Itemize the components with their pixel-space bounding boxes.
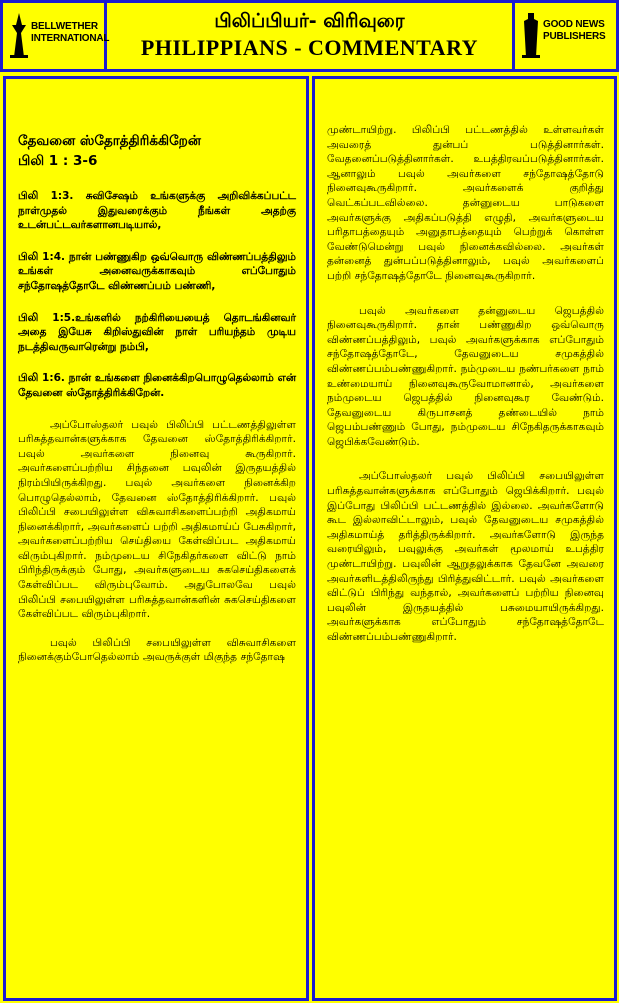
good-news-logo-text: GOOD NEWS PUBLISHERS — [543, 19, 606, 42]
commentary-paragraph: முண்டாயிற்று. பிலிப்பி பட்டணத்தில் உள்ளவர்கள் அவரைத் துன்பப் படுத்தினார்கள். வேதனைப்படுத்தினார்கள். உபத்திரவப்படுத்தினார்கள். ஆனாலும் பவுல் அவர்களை சந்தோஷத்தோடு நினைவுகூருகிறார். அவர்களைக் குறித்து வெட்கப்படவில்லை. தன்னுடைய பாடுகளை அவர்களுக்கு அதிகப்படுத்தி எழுதி, அவர்களுடைய பரிதாபத்தையும் அனுதாபத்தையும் பெற்றுக் கொள்ள வேண்டுமென்று பவுல் நினைக்கவில்லை. அவர்கள் தன்னைத் துன்பப்படுத்தினாலும், பவுல் அவர்களைப் பற்றி சந்தோஷத்தோடே நினைவுகூருகிறார். — [327, 124, 604, 282]
title-block — [107, 3, 512, 69]
bellwether-logo-text: BELLWETHER INTERNATIONAL — [31, 21, 110, 44]
header — [0, 0, 619, 72]
commentary-paragraph: பவுல் அவர்களை தன்னுடைய ஜெபத்தில் நினைவுகூருகிறார். தான் பண்ணுகிற ஒவ்வொரு விண்ணப்பத்திலும், பவுல் அவர்களுக்காக எப்போதும் சந்தோஷத்தோடே, தேவனுடைய சமுகத்தில் விண்ணப்பம்பண்ணுகிறார். நம்முடைய நண்பர்களை நாம் உண்மையாய் நினைவுகூருவோமானால், அவர்களை நம்முடைய ஜெபத்தில் நினைவுகூர வேண்டும். தேவனுடைய கிருபாசனத் தண்டையில் நாம் ஜெபம்பண்ணும் போது, நம்முடைய சிநேகிதருக்காகவும் ஜெபிக்கவேண்டும். — [327, 304, 604, 448]
title-tamil: பிலிப்பியர்- விரிவுரை — [214, 10, 405, 32]
section-heading — [18, 131, 296, 171]
bellwether-logo — [3, 3, 110, 69]
good-news-logo — [512, 3, 616, 69]
verse-1-3: பிலி 1:3. சுவிசேஷம் உங்களுக்கு அறிவிக்கப்பட்ட நாள்முதல் இதுவரைக்கும் நீங்கள் அதற்கு உடன்பட்டவர்களானபடியால், — [18, 190, 296, 232]
right-column — [312, 76, 617, 1001]
good-news-icon — [520, 11, 542, 59]
heading-reference: பிலி 1 : 3-6 — [18, 153, 98, 169]
bellwether-icon — [8, 11, 30, 59]
commentary-paragraph: பவுல் பிலிப்பி சபையிலுள்ள விசுவாசிகளை நினைக்கும்போதெல்லாம் அவருக்குள் மிகுந்த சந்தோஷ — [18, 636, 296, 664]
left-column — [3, 76, 309, 1001]
commentary-paragraph: அப்போஸ்தலர் பவுல் பிலிப்பி பட்டணத்திலுள்ள பரிசுத்தவான்களுக்காக தேவனை ஸ்தோத்திரிக்கிறார். பவுல் அவர்களை நினைவு கூருகிறார். அவர்களைப்பற்றிய சிந்தனை பவுலின் இருதயத்தில் நிரம்பியிருக்கிறது. பவுல் அவர்களை நினைக்கிற பொழுதெல்லாம், தேவனை ஸ்தோத்திரிக்கிறார். பவுல் பிலிப்பி சபையிலுள்ள விசுவாசிகளைப்பற்றி அதிகமாய் நினைக்கிறார், அவர்களைப் பற்றி அதிகமாய்ப் பேசுகிறார், அவர்களைப்பற்றிய செய்தியை கேள்விப்பட அதிகமாய் விரும்புகிறார். நம்முடைய சிநேகிதர்களை விட்டு நாம் பிரிந்திருக்கும் போது, அவர்களுடைய சுகசெய்திகளைக் கேள்விப்பட விரும்புவோம். அதுபோலவே பவுல் பிலிப்பி சபையிலுள்ள பரிசுத்தவான்களின் சுகசெய்திகளை கேள்விப்பட விரும்புகிறார். — [18, 418, 296, 621]
commentary-paragraph: அப்போஸ்தலர் பவுல் பிலிப்பி சபையிலுள்ள பரிசுத்தவான்களுக்காக எப்போதும் ஜெபிக்கிறார். பவுல் இப்போது பிலிப்பி பட்டணத்தில் இல்லை. அவர்களோடு கூட இல்லாவிட்டாலும், பவுல் தேவனுடைய சமுகத்தில் அதிகமாய்த் தரித்திருக்கிறார். அவர்களோடு இருந்த வரையிலும், பவுலுக்கு அவர்கள் மூலமாய் உபத்திர முண்டாயிற்று. பவுலின் ஆறுதலுக்காக தேவனே அவரை அவர்களிடத்திலிருந்து பிரித்துவிட்டார். பவுல் அவர்களை விட்டுப் பிரிந்து வந்தால், அவர்களைப் பற்றிய நினைவு பவுலின் இருதயத்தில் பசுமையாயிருக்கிறது. அவர்களுக்காக எப்போதும் சந்தோஷத்தோடே விண்ணப்பம்பண்ணுகிறார். — [327, 470, 604, 643]
title-english: PHILIPPIANS - COMMENTARY — [140, 35, 479, 60]
verse-1-4: பிலி 1:4. நான் பண்ணுகிற ஒவ்வொரு விண்ணப்பத்திலும் உங்கள் அனைவருக்காகவும் எப்போதும் சந்தோஷத்தோடே விண்ணப்பம் பண்ணி, — [18, 250, 296, 292]
heading-title: தேவனை ஸ்தோத்திரிக்கிறேன் — [18, 133, 201, 149]
verse-1-5: பிலி 1:5.உங்களில் நற்கிரியையைத் தொடங்கினவர் அதை இயேசு கிறிஸ்துவின் நாள் பரியந்தம் முடிய நடத்திவருவாரென்று நம்பி, — [18, 311, 296, 353]
verse-1-6: பிலி 1:6. நான் உங்களை நினைக்கிறபொழுதெல்லாம் என் தேவனை ஸ்தோத்திரிக்கிறேன். — [18, 372, 296, 399]
